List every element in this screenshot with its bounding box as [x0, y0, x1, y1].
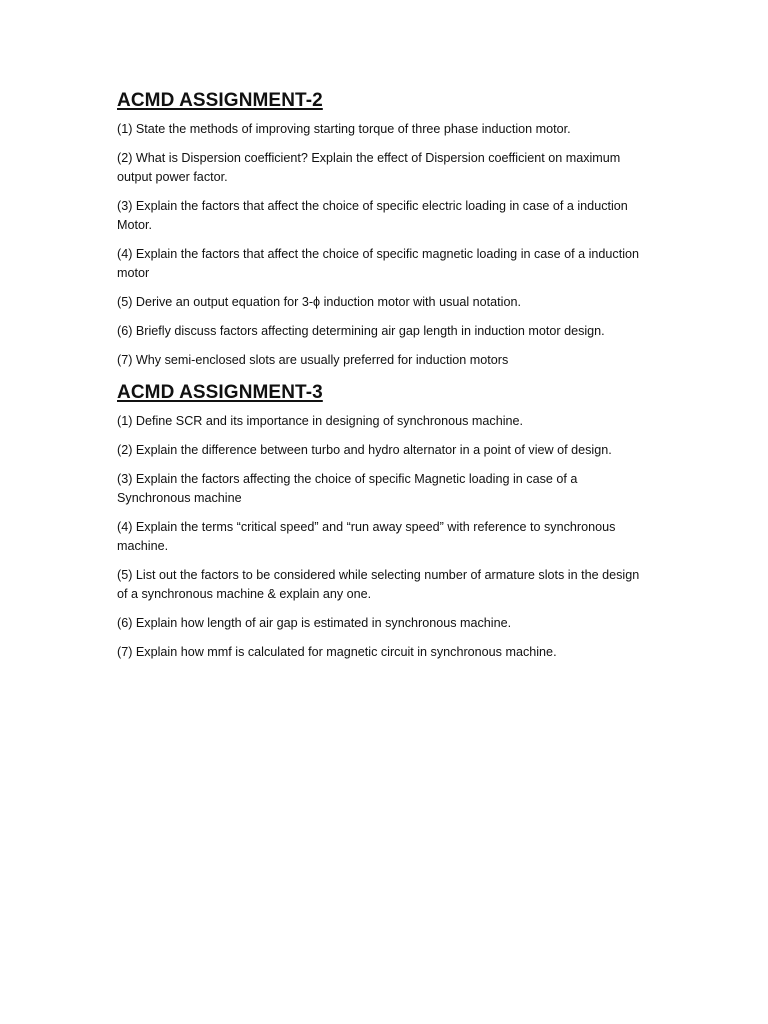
- question-item: (7) Why semi-enclosed slots are usually preferred for induction motors: [117, 353, 509, 367]
- assignment-2-question-list: [117, 120, 652, 370]
- assignment-2-heading: ACMD ASSIGNMENT-2: [117, 90, 323, 111]
- question-item: (2) Explain the difference between turbo and hydro alternator in a point of view of design.: [117, 443, 612, 457]
- assignment-3-section: [117, 380, 652, 662]
- question-item: (5) Derive an output equation for 3-ϕ induction motor with usual notation.: [117, 295, 521, 309]
- question-item: (6) Explain how length of air gap is estimated in synchronous machine.: [117, 616, 512, 630]
- question-item: (4) Explain the terms “critical speed” and “run away speed” with reference to synchronous machine.: [117, 520, 616, 553]
- question-item: (7) Explain how mmf is calculated for magnetic circuit in synchronous machine.: [117, 645, 557, 659]
- question-item: (2) What is Dispersion coefficient? Explain the effect of Dispersion coefficient on maximum output power factor.: [117, 151, 621, 184]
- document-content: [117, 88, 652, 672]
- question-item: (3) Explain the factors affecting the choice of specific Magnetic loading in case of a Synchronous machine: [117, 472, 578, 505]
- question-item: (6) Briefly discuss factors affecting determining air gap length in induction motor design.: [117, 324, 605, 338]
- assignment-3-question-list: [117, 412, 652, 662]
- assignment-3-heading: ACMD ASSIGNMENT-3: [117, 382, 323, 403]
- assignment-2-section: [117, 88, 652, 370]
- question-item: (3) Explain the factors that affect the choice of specific electric loading in case of a induction Motor.: [117, 199, 628, 232]
- question-item: (1) Define SCR and its importance in designing of synchronous machine.: [117, 414, 524, 428]
- question-item: (4) Explain the factors that affect the choice of specific magnetic loading in case of a induction motor: [117, 247, 640, 280]
- question-item: (5) List out the factors to be considered while selecting number of armature slots in the design of a synchronous machine & explain any one.: [117, 568, 640, 601]
- question-item: (1) State the methods of improving starting torque of three phase induction motor.: [117, 122, 571, 136]
